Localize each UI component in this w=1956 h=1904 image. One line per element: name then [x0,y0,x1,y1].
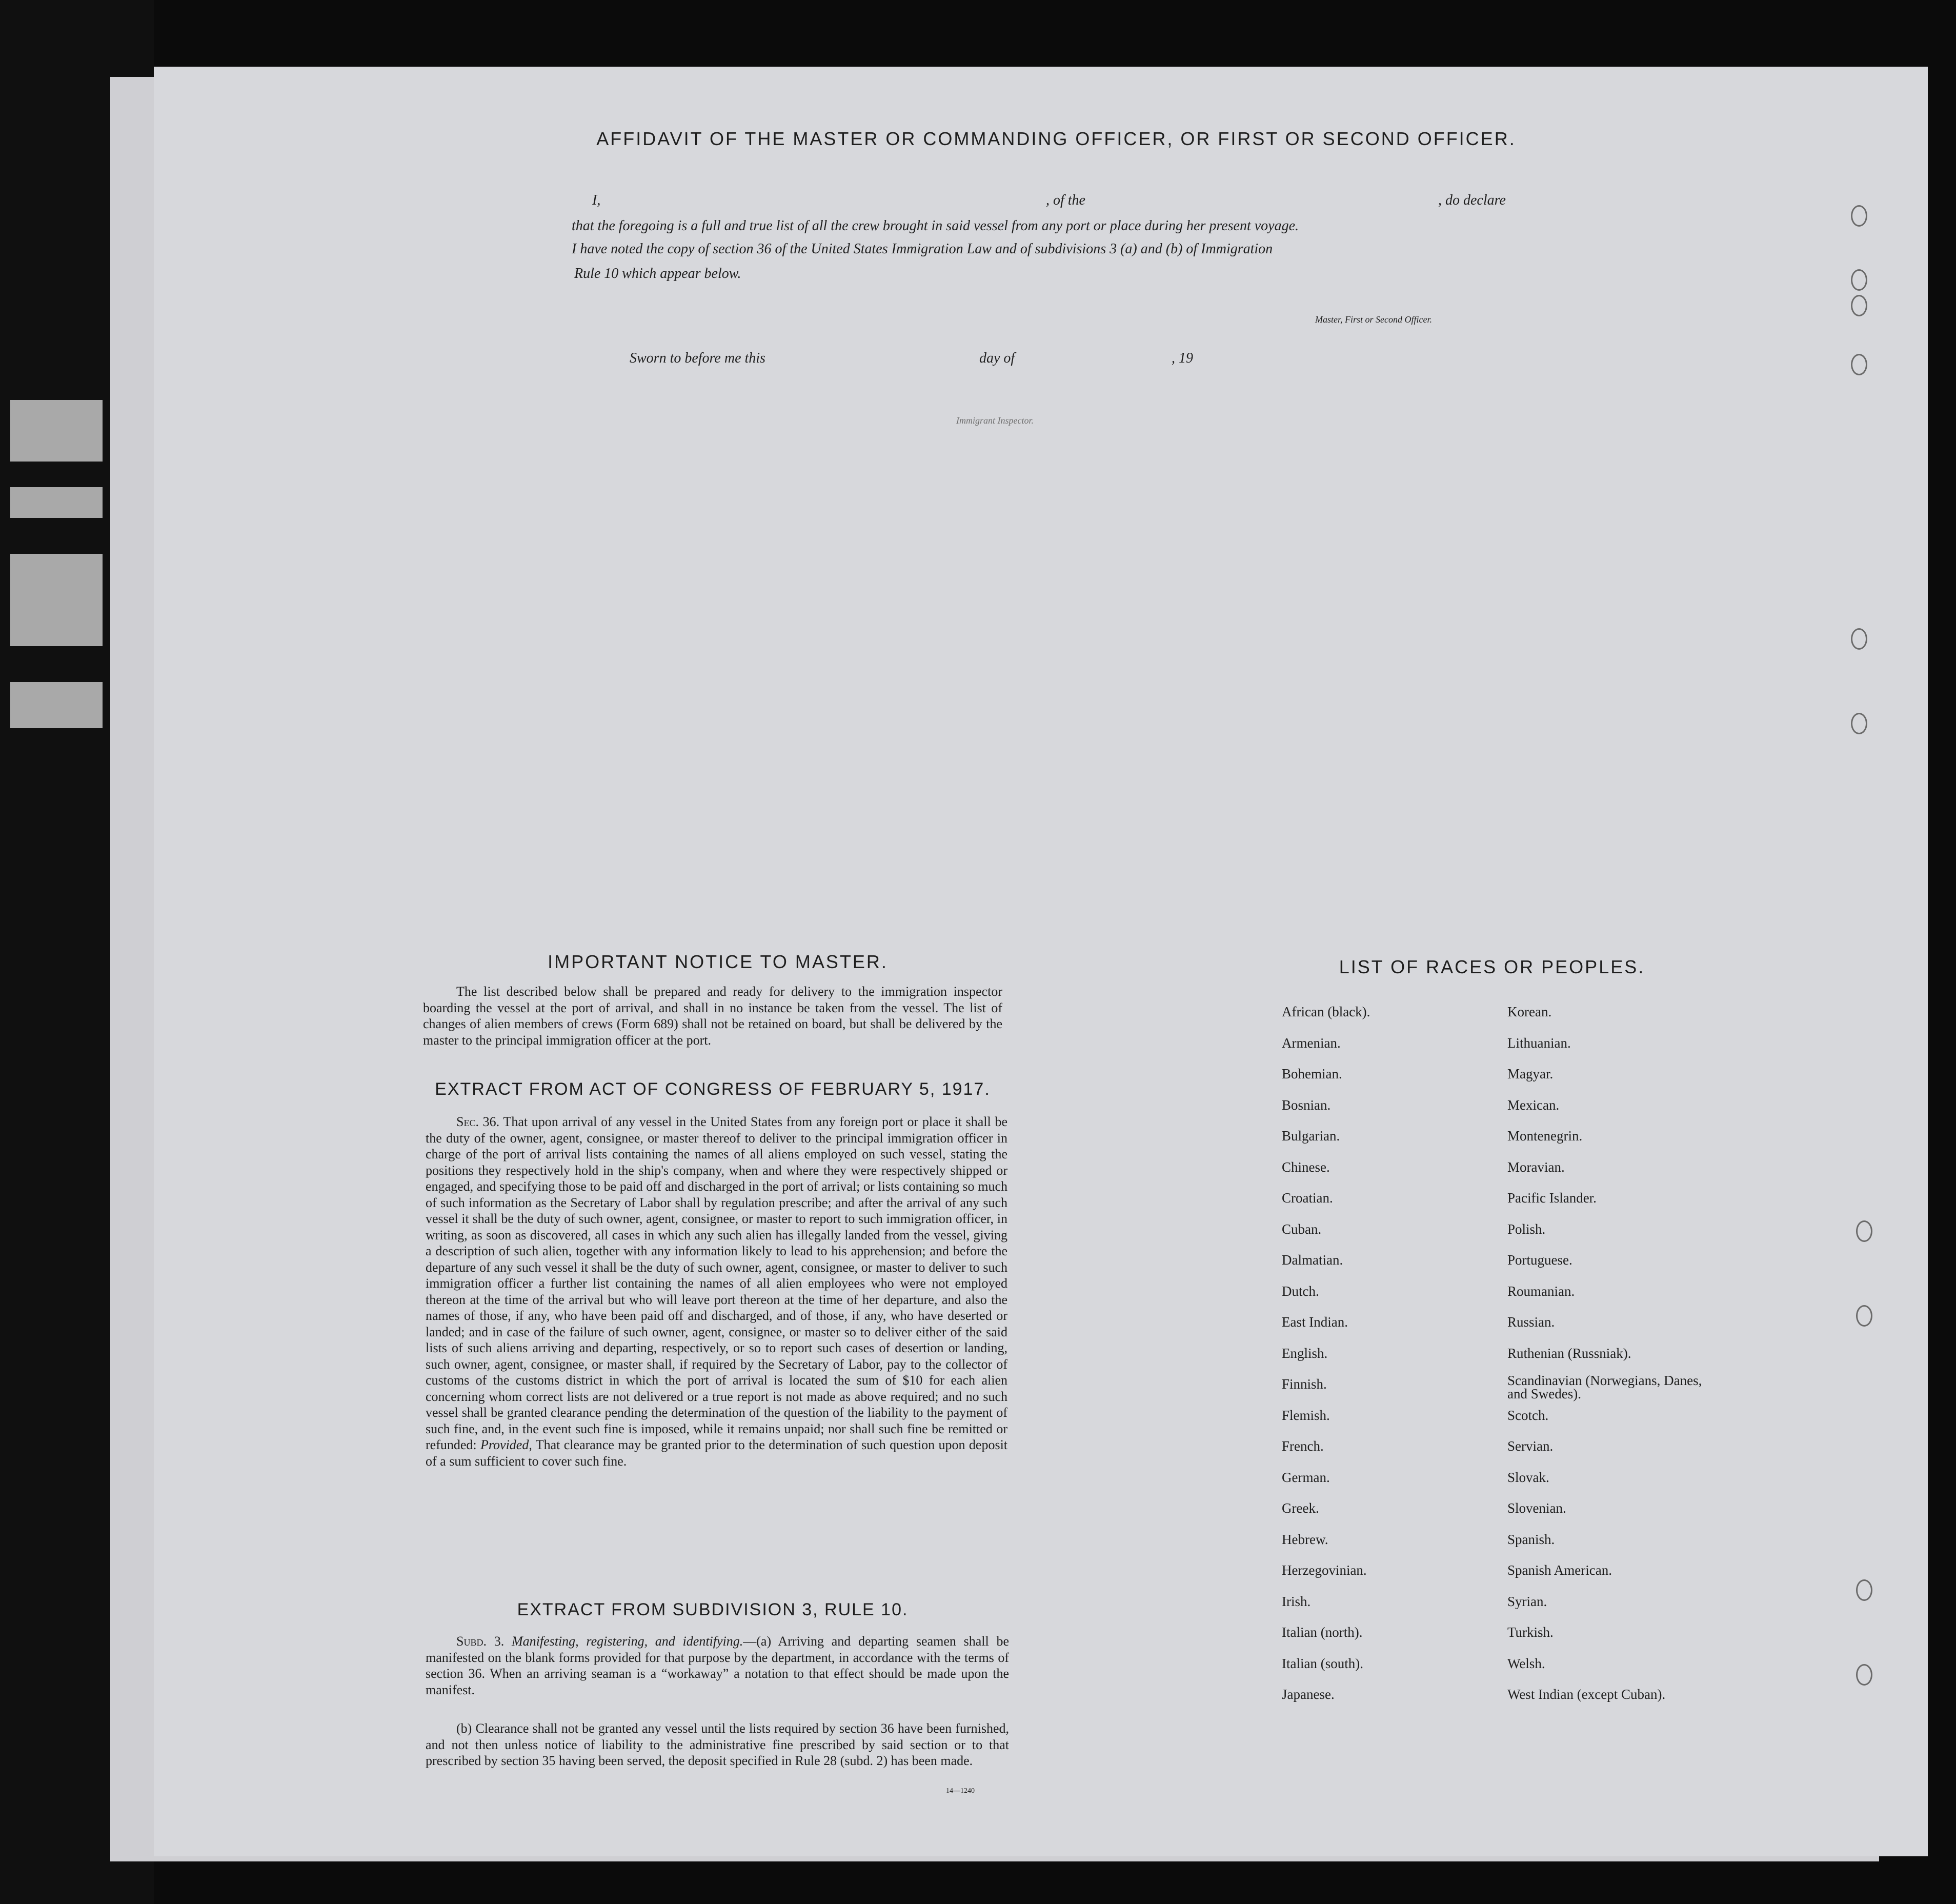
affidavit-title: AFFIDAVIT OF THE MASTER OR COMMANDING OFFICER, OR FIRST OR SECOND OFFICER. [596,128,1516,149]
day-of-text: day of [979,350,1015,366]
affidavit-line-3: I have noted the copy of section 36 of the United States Immigration Law and of subdivisions 3 (a) and (b) of Immigration [572,241,1273,257]
affidavit-of-the: , of the [1046,192,1085,208]
race-item: Italian (south). [1282,1655,1363,1671]
notice-body: The list described below shall be prepared and ready for delivery to the immigration inspector boarding the vessel at the port of arrival, and shall in no instance be taken from the vessel. The list of changes of alien members of crews (Form 689) shall not be retained on board, but shall be delivered by the master to the principal immigration officer at the port. [423,984,1002,1048]
race-item: Moravian. [1507,1159,1565,1175]
edge-artifact [10,400,103,462]
race-item: East Indian. [1282,1314,1348,1330]
race-item: Bulgarian. [1282,1128,1340,1144]
affidavit-line-4: Rule 10 which appear below. [574,266,741,282]
race-item: West Indian (except Cuban). [1507,1687,1666,1702]
act-body [426,1114,1007,1596]
year-text: , 19 [1172,350,1193,366]
affidavit-line-2: that the foregoing is a full and true list of all the crew brought in said vessel from any port or place during her present voyage. [572,218,1299,234]
races-title: LIST OF RACES OR PEOPLES. [1339,956,1645,977]
race-item: Dutch. [1282,1283,1319,1299]
punch-hole-icon [1856,1579,1872,1601]
race-item: Slovak. [1507,1469,1549,1485]
rule-subd-a [426,1633,1009,1698]
rule-subd-b: (b) Clearance shall not be granted any vessel until the lists required by section 36 have been furnished, and not then unless notice of liability to the administrative fine prescribed by said section or to that prescribed by section 35 having been served, the deposit specified in Rule 28 (subd. 2) has been made. [426,1721,1009,1768]
punch-hole-icon [1851,205,1867,227]
edge-artifact [10,682,103,728]
notice-title: IMPORTANT NOTICE TO MASTER. [548,951,888,972]
race-item: Magyar. [1507,1066,1554,1081]
inspector-caption: Immigrant Inspector. [956,415,1034,426]
race-item: Russian. [1507,1314,1555,1330]
form-number: 14—1240 [946,1787,975,1795]
punch-hole-icon [1851,713,1867,734]
race-item: French. [1282,1438,1324,1454]
punch-hole-icon [1851,628,1867,650]
race-item: Irish. [1282,1593,1311,1609]
race-item: Flemish. [1282,1407,1330,1423]
punch-hole-icon [1856,1664,1872,1686]
race-item: Mexican. [1507,1097,1560,1113]
race-item: Scotch. [1507,1407,1549,1423]
race-item: Greek. [1282,1500,1319,1516]
rule-title: EXTRACT FROM SUBDIVISION 3, RULE 10. [517,1600,909,1619]
race-item: Polish. [1507,1221,1546,1237]
race-item: Dalmatian. [1282,1252,1343,1268]
race-item: Turkish. [1507,1625,1554,1640]
rule-subd-heading: Manifesting, registering, and identifying. [511,1634,743,1649]
punch-hole-icon [1851,354,1867,375]
race-item: Croatian. [1282,1190,1333,1206]
race-item: Roumanian. [1507,1283,1575,1299]
race-item: German. [1282,1469,1330,1485]
affidavit-line-i: I, [592,192,601,208]
punch-hole-icon [1856,1220,1872,1242]
race-item: Hebrew. [1282,1531,1328,1547]
race-item: Ruthenian (Russniak). [1507,1345,1631,1361]
race-item: Slovenian. [1507,1500,1566,1516]
race-item: Bosnian. [1282,1097,1331,1113]
race-item: Chinese. [1282,1159,1330,1175]
rule-subd-label: Subd. 3. [456,1634,505,1649]
race-item: English. [1282,1345,1328,1361]
race-item: Servian. [1507,1438,1554,1454]
punch-hole-icon [1856,1305,1872,1327]
races-left-column [1282,1001,1487,1715]
race-item: Lithuanian. [1507,1035,1571,1051]
sworn-text: Sworn to before me this [630,350,765,366]
act-provided: Provided, [480,1437,532,1452]
affidavit-declare: , do declare [1438,192,1506,208]
race-item: Armenian. [1282,1035,1341,1051]
race-item: Japanese. [1282,1687,1335,1702]
race-item: Pacific Islander. [1507,1190,1597,1206]
act-section-label: Sec. 36. [456,1114,500,1129]
race-item: Finnish. [1282,1376,1327,1392]
act-text-end: That clearance may be granted prior to the determination of such question upon deposit of a sum sufficient to cover such fine. [426,1437,1007,1469]
race-item: Herzegovinian. [1282,1562,1367,1578]
race-item: Welsh. [1507,1655,1545,1671]
punch-hole-icon [1851,295,1867,316]
act-title: EXTRACT FROM ACT OF CONGRESS OF FEBRUARY 5, 1917. [435,1079,991,1099]
race-item: Montenegrin. [1507,1128,1583,1144]
races-right-column [1507,1001,1723,1715]
race-item: African (black). [1282,1004,1370,1019]
act-text: That upon arrival of any vessel in the United States from any foreign port or place it shall be the duty of the owner, agent, consignee, or master thereof to deliver to the principal immigration officer in charge of the port of arrival lists containing the names of all aliens employed on such vessel, stating the positions they respectively hold in the ship's company, when and where they were respectively shipped or engaged, and specifying those to be paid off and discharged in the port of arrival; or lists containing so much of such information as the Secretary of Labor shall by regulation prescribe; and after the arrival of any such vessel it shall be the duty of such owner, agent, consignee, or master to report to such immigration officer, in writing, as soon as discovered, all cases in which any such alien has illegally landed from the vessel, giving a description of such alien, together with any information likely to lead to his apprehension; and before the departure of any such vessel it shall be the duty of such owner, agent, consignee, or master to deliver to such immigration officer a further list containing the names of all alien employees who were not employed thereon at the time of the arrival but who will leave port thereon at the time of her departure, and also the names of those, if any, who have been paid off and discharged, and of those, if any, who have deserted or landed; and in case of the failure of such owner, agent, consignee, or master so to deliver either of the said lists of such aliens arriving and departing, respectively, or so to report such cases of desertion or landing, such owner, agent, consignee, or master shall, if required by the Secretary of Labor, pay to the collector of customs of the customs district in which the port of arrival is located the sum of $10 for each alien concerning whom correct lists are not delivered or a true report is not made as above required; and no such vessel shall be granted clearance pending the determination of the question of the liability to the payment of such fine, and, in the event such fine is imposed, while it remains unpaid; nor shall such fine be remitted or refunded: [426,1114,1007,1452]
race-item: Scandinavian (Norwegians, Danes, and Swedes). [1507,1373,1702,1401]
race-item: Portuguese. [1507,1252,1572,1268]
edge-artifact [10,487,103,518]
signature-caption: Master, First or Second Officer. [1315,314,1432,325]
race-item: Spanish American. [1507,1562,1612,1578]
race-item: Spanish. [1507,1531,1555,1547]
race-item: Syrian. [1507,1593,1547,1609]
race-item: Korean. [1507,1004,1552,1019]
race-item: Italian (north). [1282,1625,1363,1640]
race-item: Cuban. [1282,1221,1322,1237]
rule-a-text: —(a) Arriving and departing seamen shall be manifested on the blank forms provided for that purpose by the department, in accordance with the terms of section 36. When an arriving seaman is a “workaway” a notation to that effect should be made upon the manifest. [426,1634,1010,1697]
punch-hole-icon [1851,269,1867,291]
race-item: Bohemian. [1282,1066,1342,1081]
edge-artifact [10,554,103,646]
